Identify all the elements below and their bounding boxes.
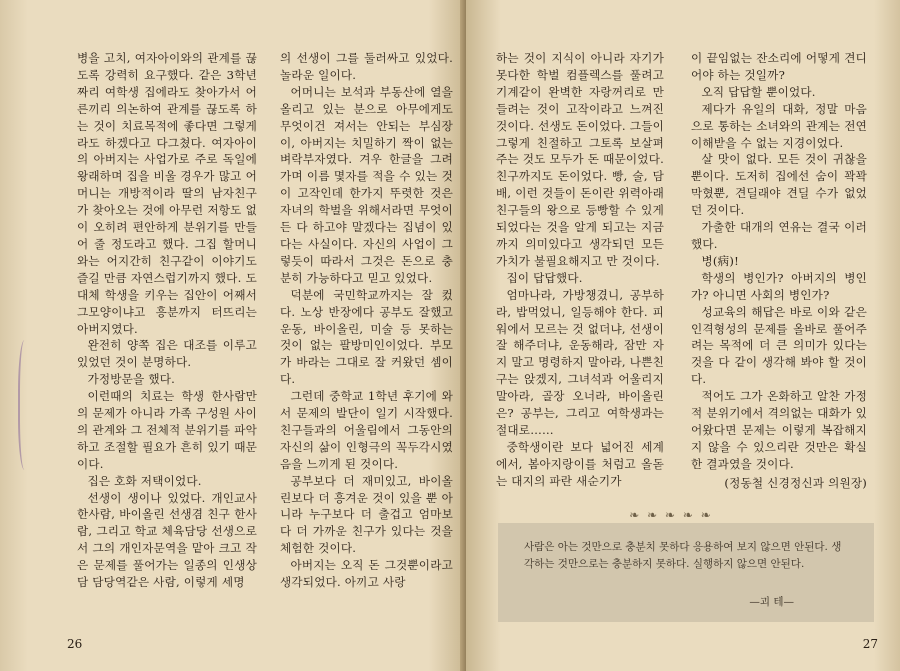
page-number-right: 27 xyxy=(862,637,878,651)
paragraph: 공부보다 더 재미있고, 바이올린보다 더 흥겨운 것이 있을 뿐 아니라 누구보다 더 출겁고 엄마보다 더 가까운 친구가 있다는 것을 체험한 것이다. xyxy=(280,473,453,556)
paragraph: 덕분에 국민학교까지는 잘 컸다. 노상 반장에다 공부도 잘했고 운동, 바이올린, 미술 등 못하는 것이 없는 팔방미인이었다. 부모가 바라는 그대로 잘 커왔던 셈이다. xyxy=(280,287,453,387)
column-4 xyxy=(691,50,867,492)
quote-author: —괴 테— xyxy=(749,595,794,608)
paragraph: 성교육의 해답은 바로 이와 같은 인격형성의 문제를 올바로 풀어주려는 목적에 더 큰 의미가 있다는 것을 다 같이 생각해 봐야 할 것이다. xyxy=(691,304,867,387)
paragraph: 학생의 병인가? 아버지의 병인가? 아니면 사회의 병인가? xyxy=(691,270,867,302)
paragraph: 가출한 대개의 연유는 결국 이러했다. xyxy=(691,220,867,251)
author-signature: (정동철 신경정신과 의원장) xyxy=(724,475,867,490)
paragraph: 살 맛이 없다. 모든 것이 귀찮을 뿐이다. 도저히 집에선 숨이 꽉꽉 막혔뿐, 견딜래야 견딜 수가 없었던 것이다. xyxy=(691,152,867,218)
paragraph: 병을 고치, 여자아이와의 관계를 끊도록 강력히 요구했다. 같은 3학년짜리 여학생 집에라도 찾아가서 어른끼리 의논하여 관계를 끊도록 하는 것이 치료목적에 좋다면 그렇게라도 하겠다고 다그쳤다. 여자아이의 아버지는 사업가로 주로 독일에 왕래하며 집을 비울 경우가 많고 어머니는 개방적이라 딸의 남자친구가 찾아오는 것에 아무런 저항도 없이 오히려 편안하게 분위기를 만들어 줄 정도라고 했다. 그집 할머니와는 어지간히 친구같이 이야기도 즐길 만큼 자연스럽기까지 했다. 도대체 학생을 키우는 집안이 어째서 그모양이냐고 흥분까지 터뜨리는 아버지였다. xyxy=(77,51,257,336)
quote-box xyxy=(498,523,874,622)
paragraph: 어머니는 보석과 부동산에 열을 올리고 있는 분으로 아무에게도 무엇이건 져서는 안되는 부심장이, 아버지는 치밀하기 짝이 없는 벼락부자였다. 겨우 한글을 그려가며 이름 몇자를 적을 수 있는 것이 고작인데 한가지 뚜렷한 것은 자녀의 학벌을 위해서라면 무엇이든 다 하고야 말겠다는 집념이 있다는 사실이다. 자신의 사업이 그렇듯이 따라서 그것은 돈으로 충분히 가능하다고 믿고 있었다. xyxy=(280,84,453,285)
paragraph: 가정방문을 했다. xyxy=(87,372,176,387)
paragraph: 의 선생이 그를 둘러싸고 있었다. 놀라운 일이다. xyxy=(280,51,453,82)
paragraph: 제다가 유일의 대화, 정말 마음으로 통하는 소녀와의 관계는 전연 이해받을 수 없는 지경이었다. xyxy=(691,101,867,150)
paragraph: 이런때의 치료는 학생 한사람만의 문제가 아니라 가족 구성원 사이의 관계와 그 전체적 분위기를 파악하고 조절할 필요가 흔히 있기 때문이다. xyxy=(77,389,257,471)
paragraph: 집이 답답했다. xyxy=(506,270,583,285)
paragraph: 그런데 중학교 1학년 후기에 와서 문제의 발단이 일기 시작했다. 친구들과의 어울림에서 그동안의 자신의 삶이 인형극의 꼭두각시였음을 느끼게 된 것이다. xyxy=(280,389,453,471)
paragraph: 오직 답답할 뿐이었다. xyxy=(701,84,816,99)
right-page xyxy=(466,0,900,671)
paragraph: 집은 호화 저택이었다. xyxy=(87,473,202,488)
page-number-left: 26 xyxy=(67,637,83,651)
column-3 xyxy=(496,50,664,490)
paragraph: 하는 것이 지식이 아니라 자기가 못다한 학벌 컴플렉스를 풀려고 기계같이 완벽한 자랑꺼리로 만들려는 것이 고작이라고 느껴진 것이다. 선생도 돈이었다. 그들이 그렇게 친절하고 그토록 보살펴 주는 것도 모두가 돈 때문이었다. 친구까지도 돈이었다. 빵, 술, 담배, 이런 것들이 돈이란 위력아래 친구들의 왕으로 등빵할 수 있게 되었다는 것을 알게 되고는 지금까지 의미있다고 생각되던 모든 가치가 불필요해지고 만 것이다. xyxy=(496,51,664,268)
paragraph: 병(病)! xyxy=(701,253,739,268)
paragraph: 엄마나라, 가방챙겼니, 공부하라, 밥먹었니, 일등해야 한다. 피워에서 모르는 것 없더냐, 선생이 잘 해주더냐, 운동해라, 잠만 자지 말고 명령하지 말아라, 나쁜친구는 앉겠지, 그녀석과 어울리지 말아라, 골장 오너라, 바이올린은? 공부는, 그리고 여학생과는 절대로…… xyxy=(496,287,664,437)
paragraph: 완전히 양쪽 집은 대조를 이루고 있었던 것이 분명하다. xyxy=(77,338,257,370)
quote-text: 사람은 아는 것만으로 충분치 못하다 응용하여 보지 않으면 안된다. 생각하는 것만으로는 충분하지 못하다. 실행하지 않으면 안된다. xyxy=(524,541,842,570)
pen-mark xyxy=(18,340,34,470)
ornament-divider: ❧ ❧ ❧ ❧ ❧ xyxy=(629,508,713,522)
paragraph: 적어도 그가 온화하고 알찬 가정적 분위기에서 격의없는 대화가 있어왔다면 문제는 이렇게 복잡해지지 않을 수 있으리란 것만은 확실한 결과였을 것이다. xyxy=(691,389,867,471)
paragraph: 중학생이란 보다 넓어진 세계에서, 봄아지랑이를 처럼고 올돋는 대지의 파란 새순기가 xyxy=(496,439,664,488)
column-4-body xyxy=(691,50,867,473)
column-1 xyxy=(77,50,257,591)
paragraph: 선생이 생이나 있었다. 개인교사 한사람, 바이올린 선생겸 친구 한사람, 그리고 학교 체육담당 선생으로서 그의 개인자문역을 맡아 크고 작은 문제를 풀어가는 일종의 인생상담 담당역같은 사람, 이렇게 세명 xyxy=(77,490,257,590)
paragraph: 이 끝임없는 잔소리에 어떻게 견디어야 하는 것일까? xyxy=(691,51,867,82)
paragraph: 아버지는 오직 돈 그것뿐이라고 생각되었다. 아끼고 사랑 xyxy=(280,558,453,590)
column-2 xyxy=(280,50,453,591)
